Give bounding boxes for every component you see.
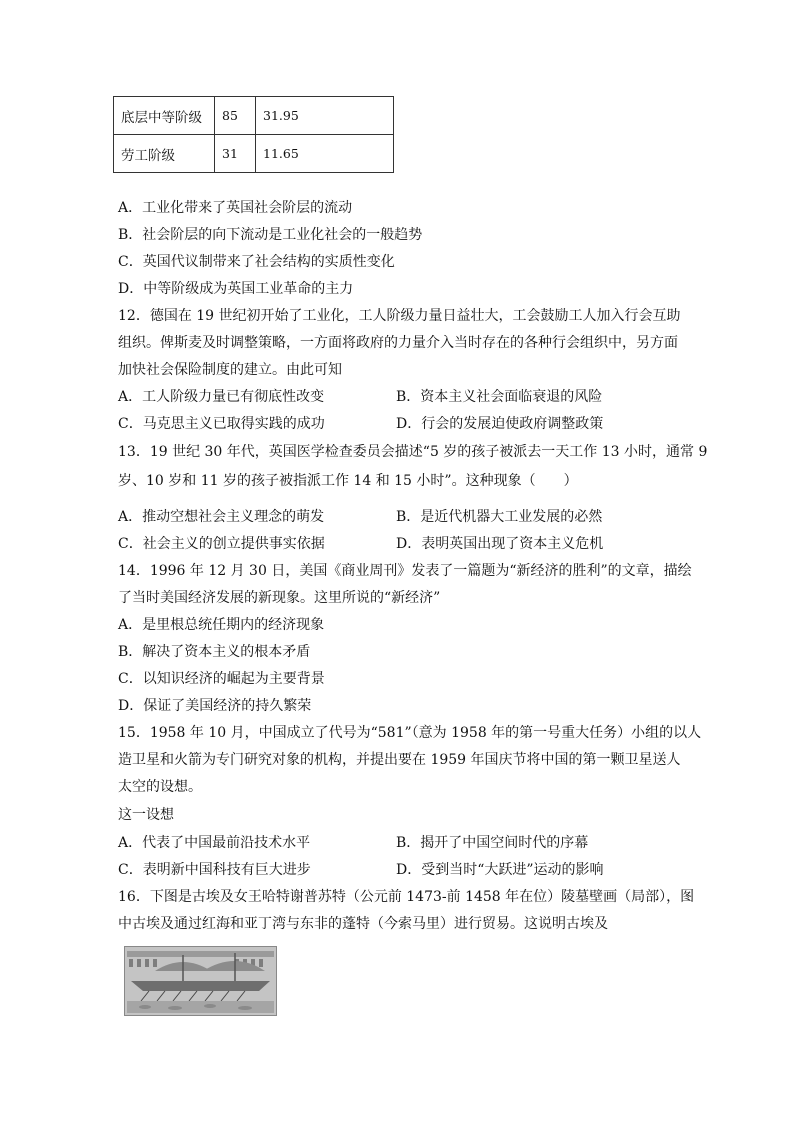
q14-option-a: A．是里根总统任期内的经济现象 xyxy=(118,617,325,633)
q16-stem-line2: 中古埃及通过红海和亚丁湾与东非的蓬特（今索马里）进行贸易。这说明古埃及 xyxy=(118,916,608,932)
q15-option-a: A．代表了中国最前沿技术水平 xyxy=(118,835,311,851)
mural-image xyxy=(124,946,277,1016)
table-cell-class: 底层中等阶级 xyxy=(114,97,215,135)
table-cell-class: 劳工阶级 xyxy=(114,135,215,173)
q13-option-a: A．推动空想社会主义理念的萌发 xyxy=(118,509,325,525)
q12-option-c: C．马克思主义已取得实践的成功 xyxy=(118,416,325,432)
q11-option-d: D．中等阶级成为英国工业革命的主力 xyxy=(118,281,354,297)
q11-option-b: B．社会阶层的向下流动是工业化社会的一般趋势 xyxy=(118,227,423,243)
q14-stem-line1: 14．1996 年 12 月 30 日，美国《商业周刊》发表了一篇题为“新经济的胜利”的文章，描绘 xyxy=(118,563,692,579)
q13-option-c: C．社会主义的创立提供事实依据 xyxy=(118,536,325,552)
q15-stem-line3: 太空的设想。 xyxy=(118,779,202,795)
q13-stem-line1: 13．19 世纪 30 年代，英国医学检查委员会描述“5 岁的孩子被派去一天工作 13 小时，通常 9 xyxy=(118,444,708,460)
q15-stem-line1: 15．1958 年 10 月，中国成立了代号为“581”（意为 1958 年的第一号重大任务）小组的以人 xyxy=(118,725,702,741)
q12-option-a: A．工人阶级力量已有彻底性改变 xyxy=(118,389,325,405)
q16-stem-line1: 16．下图是古埃及女王哈特谢普苏特（公元前 1473-前 1458 年在位）陵墓壁画（局部），图 xyxy=(118,889,695,905)
q15-option-d: D．受到当时“大跃进”运动的影响 xyxy=(396,862,604,878)
q15-option-c: C．表明新中国科技有巨大进步 xyxy=(118,862,311,878)
table-cell-percent: 31.95 xyxy=(256,97,394,135)
table-row xyxy=(114,97,394,135)
table-cell-count: 85 xyxy=(215,97,256,135)
data-table xyxy=(113,96,394,173)
q13-option-d: D．表明英国出现了资本主义危机 xyxy=(396,536,604,552)
q15-stem-line2: 造卫星和火箭为专门研究对象的机构，并提出要在 1959 年国庆节将中国的第一颗卫星送人 xyxy=(118,752,681,768)
q14-option-c: C．以知识经济的崛起为主要背景 xyxy=(118,671,325,687)
q13-option-b: B．是近代机器大工业发展的必然 xyxy=(396,509,603,525)
q13-stem-line2: 岁、10 岁和 11 岁的孩子被指派工作 14 和 15 小时”。这种现象（ ） xyxy=(118,473,578,489)
q14-stem-line2: 了当时美国经济发展的新现象。这里所说的“新经济” xyxy=(118,590,441,606)
q12-option-d: D．行会的发展迫使政府调整政策 xyxy=(396,416,604,432)
table-row xyxy=(114,135,394,173)
q11-option-a: A．工业化带来了英国社会阶层的流动 xyxy=(118,200,353,216)
q14-option-b: B．解决了资本主义的根本矛盾 xyxy=(118,644,311,660)
q12-stem-line3: 加快社会保险制度的建立。由此可知 xyxy=(118,362,342,378)
table-cell-count: 31 xyxy=(215,135,256,173)
q12-stem-line1: 12．德国在 19 世纪初开始了工业化，工人阶级力量日益壮大，工会鼓励工人加入行会互助 xyxy=(118,308,681,324)
q14-option-d: D．保证了美国经济的持久繁荣 xyxy=(118,698,312,714)
q11-option-c: C．英国代议制带来了社会结构的实质性变化 xyxy=(118,254,395,270)
mural-ships-picture xyxy=(125,947,276,1015)
table-cell-percent: 11.65 xyxy=(256,135,394,173)
q15-stem-line4: 这一设想 xyxy=(118,807,174,823)
q12-option-b: B．资本主义社会面临衰退的风险 xyxy=(396,389,603,405)
q12-stem-line2: 组织。俾斯麦及时调整策略，一方面将政府的力量介入当时存在的各种行会组织中，另方面 xyxy=(118,335,678,351)
q15-option-b: B．揭开了中国空间时代的序幕 xyxy=(396,835,589,851)
